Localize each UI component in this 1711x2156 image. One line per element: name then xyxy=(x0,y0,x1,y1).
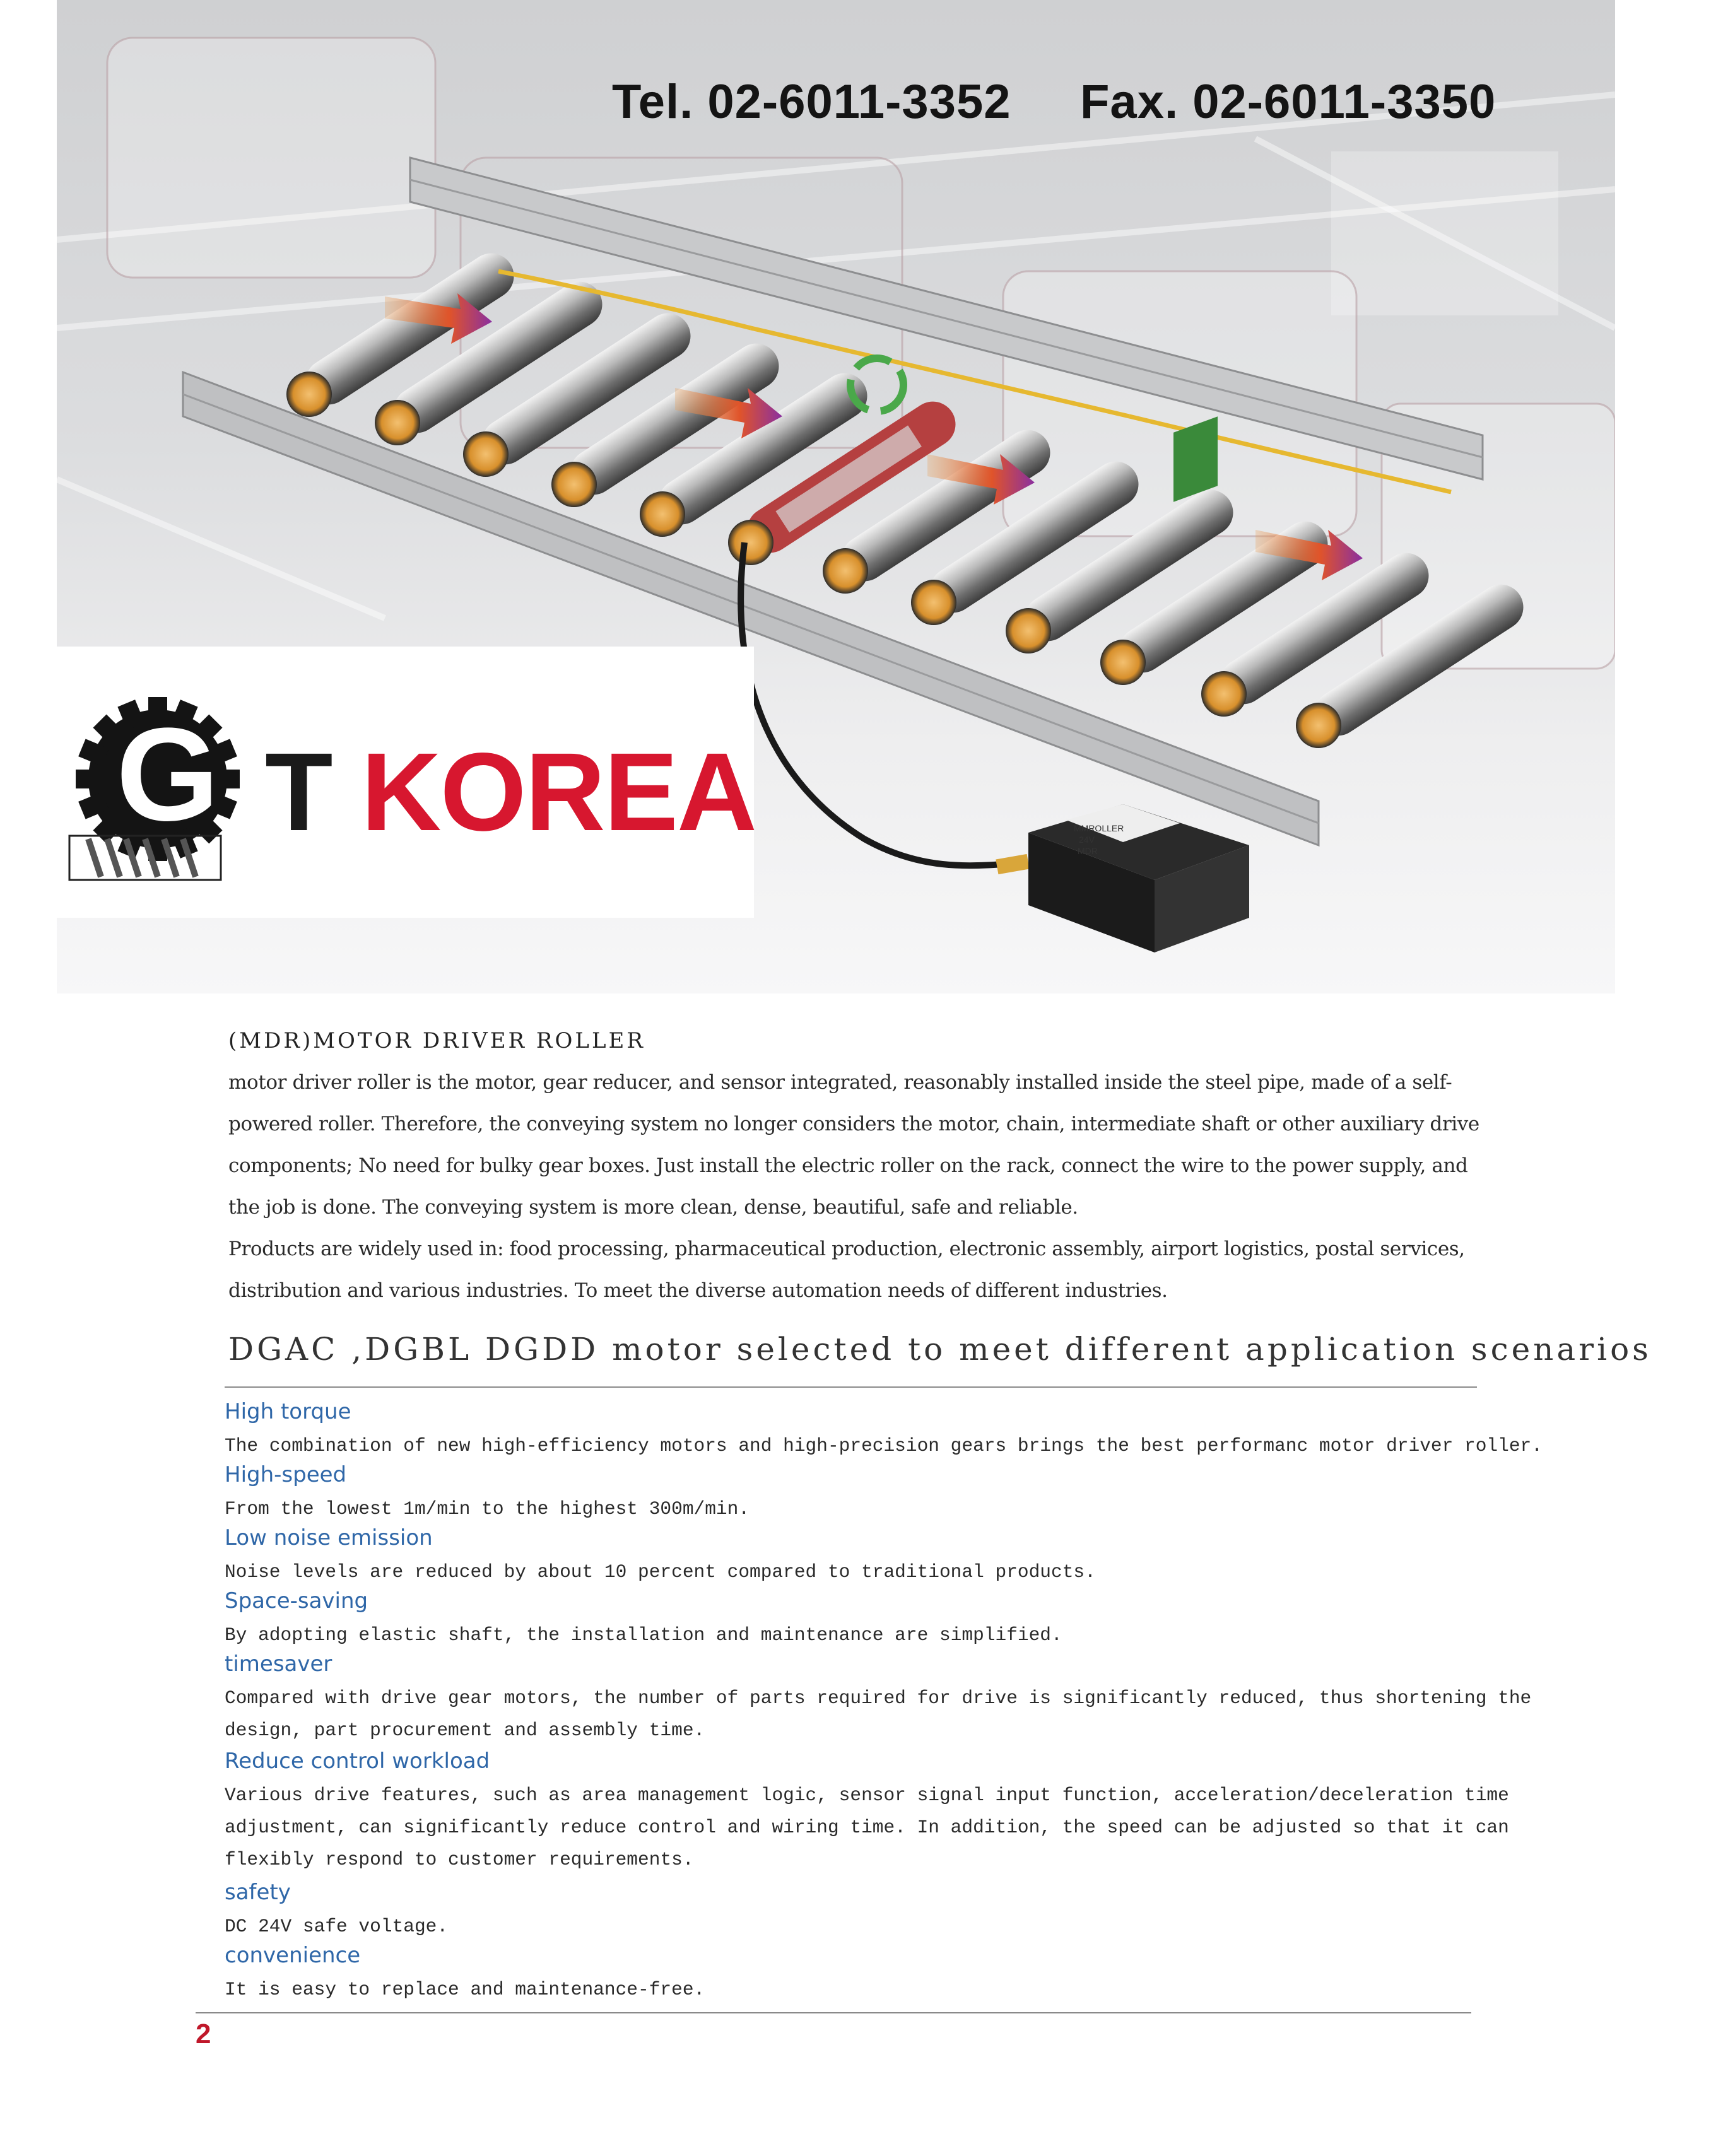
feature-text: Compared with drive gear motors, the number of parts required for drive is significantly reduced, thus shortening the xyxy=(225,1687,1532,1709)
feature-text: The combination of new high-efficiency motors and high-precision gears brings the best performanc motor driver roller. xyxy=(225,1435,1543,1456)
feature-title-low-noise: Low noise emission xyxy=(225,1525,433,1550)
controller-label-2: 24V xyxy=(1079,835,1095,845)
tel-number: Tel. 02-6011-3352 xyxy=(612,75,1011,129)
feature-text: DC 24V safe voltage. xyxy=(225,1916,449,1937)
divider-bottom xyxy=(196,2012,1471,2013)
motor-subheading: DGAC ,DGBL DGDD motor selected to meet different application scenarios xyxy=(228,1331,1652,1368)
feature-text: flexibly respond to customer requirements. xyxy=(225,1849,694,1870)
logo-brand: KOREA xyxy=(361,730,756,854)
feature-title-safety: safety xyxy=(225,1880,291,1905)
feature-title-convenience: convenience xyxy=(225,1943,361,1968)
brand-logo-text xyxy=(265,729,756,856)
feature-title-space-saving: Space-saving xyxy=(225,1588,368,1614)
feature-text: Noise levels are reduced by about 10 percent compared to traditional products. xyxy=(225,1561,1096,1583)
intro-line: Products are widely used in: food processing, pharmaceutical production, electronic assembly, airport logistics, postal services, xyxy=(228,1238,1465,1260)
fax-number: Fax. 02-6011-3350 xyxy=(1080,75,1496,129)
svg-text:G: G xyxy=(116,700,220,848)
feature-text: From the lowest 1m/min to the highest 300m/min. xyxy=(225,1498,750,1520)
page-number: 2 xyxy=(196,2018,211,2049)
intro-line: motor driver roller is the motor, gear reducer, and sensor integrated, reasonably installed inside the steel pipe, made of a self- xyxy=(228,1071,1452,1094)
feature-text: design, part procurement and assembly time. xyxy=(225,1720,705,1741)
intro-line: distribution and various industries. To meet the diverse automation needs of different industries. xyxy=(228,1279,1168,1302)
gear-g-logo-icon xyxy=(63,684,271,893)
intro-line: powered roller. Therefore, the conveying system no longer considers the motor, chain, intermediate shaft or other auxiliary drive xyxy=(228,1113,1479,1135)
feature-title-reduce-control: Reduce control workload xyxy=(225,1749,490,1774)
controller-label-1: MMROLLER xyxy=(1074,823,1124,833)
controller-label-3: MDR xyxy=(1078,846,1098,856)
divider-top xyxy=(225,1386,1477,1388)
intro-line: the job is done. The conveying system is more clean, dense, beautiful, safe and reliable. xyxy=(228,1196,1078,1219)
logo-letter-t: T xyxy=(265,730,332,854)
feature-text: It is easy to replace and maintenance-free. xyxy=(225,1979,705,2000)
feature-title-timesaver: timesaver xyxy=(225,1651,332,1677)
feature-text: adjustment, can significantly reduce control and wiring time. In addition, the speed can be adjusted so that it can xyxy=(225,1817,1509,1838)
feature-text: Various drive features, such as area management logic, sensor signal input function, acceleration/deceleration time xyxy=(225,1784,1509,1806)
feature-title-high-torque: High torque xyxy=(225,1399,351,1424)
feature-title-high-speed: High-speed xyxy=(225,1462,347,1487)
feature-text: By adopting elastic shaft, the installation and maintenance are simplified. xyxy=(225,1624,1062,1646)
intro-line: components; No need for bulky gear boxes. Just install the electric roller on the rack, connect the wire to the power supply, and xyxy=(228,1154,1468,1177)
section-title: (MDR)MOTOR DRIVER ROLLER xyxy=(228,1028,645,1053)
